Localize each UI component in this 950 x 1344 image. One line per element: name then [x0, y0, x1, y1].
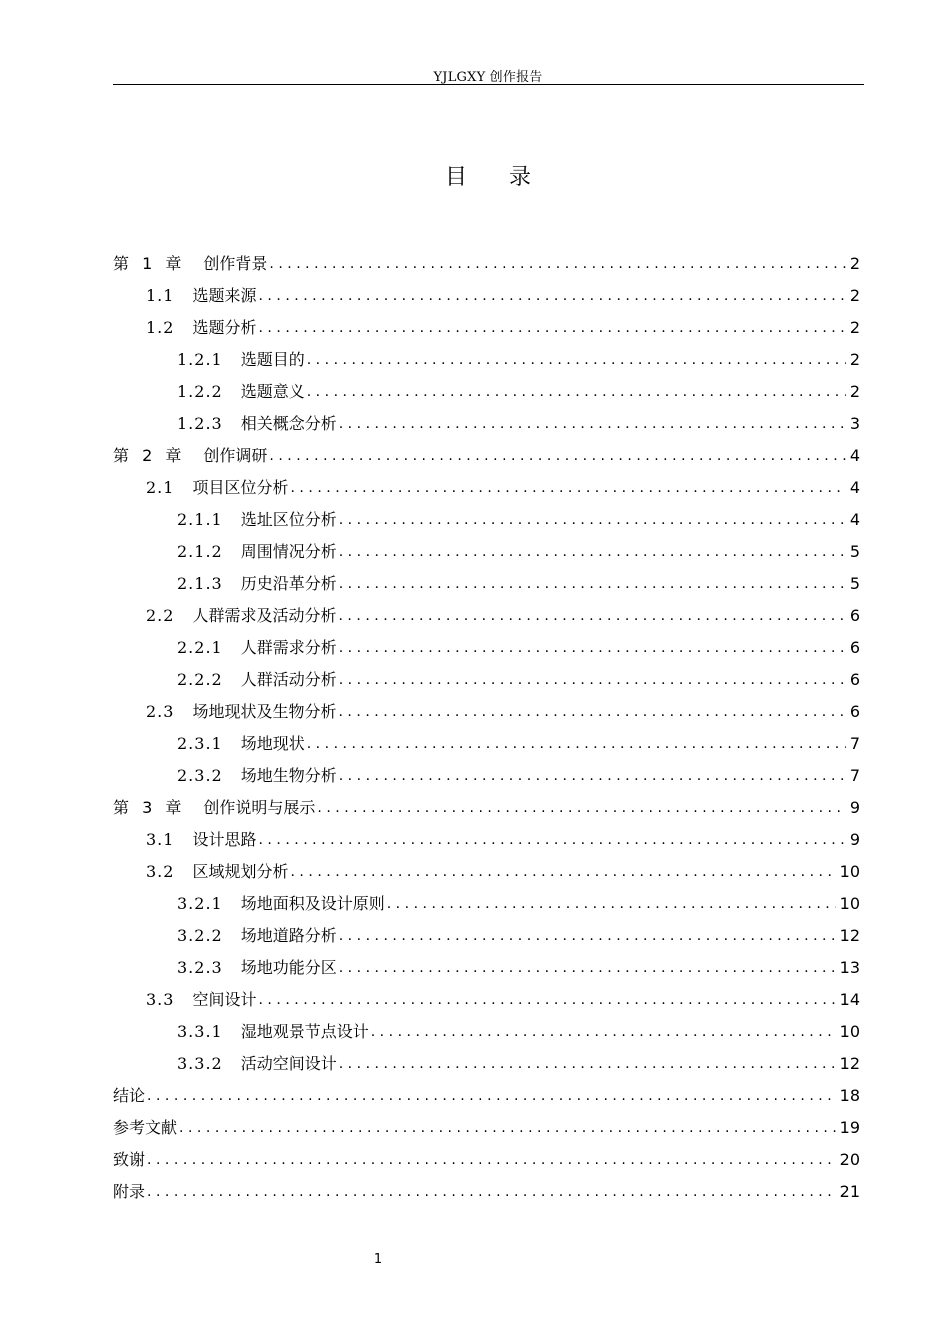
toc-entry-number: 1.2	[146, 318, 175, 337]
toc-entry-label: 场地生物分析	[240, 766, 337, 785]
toc-entry[interactable]	[113, 408, 860, 440]
toc-entry-page: 2	[849, 318, 860, 337]
toc-leader-dots	[147, 1080, 836, 1112]
toc-entry-page: 4	[849, 446, 860, 465]
toc-entry-number: 2.2.1	[177, 638, 223, 657]
toc-entry-page: 2	[849, 382, 860, 401]
toc-entry[interactable]	[113, 760, 860, 792]
toc-leader-dots	[307, 344, 846, 376]
toc-entry-page: 12	[839, 926, 860, 945]
toc-entry-label: 结论	[113, 1086, 146, 1105]
toc-entry[interactable]	[113, 504, 860, 536]
toc-entry-number: 1.2.2	[177, 382, 223, 401]
toc-entry-number: 2.3.1	[177, 734, 223, 753]
toc-entry-label: 创作调研	[203, 446, 268, 465]
toc-entry-number: 3.2	[146, 862, 175, 881]
toc-entry-label: 致谢	[113, 1150, 146, 1169]
toc-entry[interactable]	[113, 536, 860, 568]
toc-entry-label: 人群活动分析	[240, 670, 337, 689]
toc-entry-label: 场地现状及生物分析	[192, 702, 337, 721]
toc-entry-number: 2.2	[146, 606, 175, 625]
toc-entry[interactable]	[113, 1112, 860, 1144]
toc-entry-label: 空间设计	[192, 990, 257, 1009]
toc-entry[interactable]	[113, 376, 860, 408]
toc-leader-dots	[258, 824, 845, 856]
toc-leader-dots	[269, 248, 845, 280]
toc-entry-page: 9	[849, 830, 860, 849]
toc-entry-page: 10	[839, 862, 860, 881]
toc-leader-dots	[339, 568, 846, 600]
toc-entry-label: 选题分析	[192, 318, 257, 337]
toc-entry-number: 3.3.1	[177, 1022, 223, 1041]
toc-entry-page: 13	[839, 958, 860, 977]
toc-entry-page: 6	[849, 606, 860, 625]
toc-leader-dots	[387, 888, 836, 920]
toc-leader-dots	[338, 696, 845, 728]
toc-entry[interactable]	[113, 248, 860, 280]
toc-leader-dots	[290, 856, 835, 888]
toc-entry-page: 10	[839, 894, 860, 913]
toc-entry[interactable]	[113, 1080, 860, 1112]
toc-leader-dots	[339, 408, 846, 440]
toc-leader-dots	[339, 664, 846, 696]
toc-entry-page: 7	[849, 766, 860, 785]
toc-entry[interactable]	[113, 792, 860, 824]
toc-entry[interactable]	[113, 600, 860, 632]
toc-entry-number: 3.2.3	[177, 958, 223, 977]
toc-leader-dots	[258, 984, 835, 1016]
toc-entry-page: 20	[839, 1150, 860, 1169]
toc-entry-label: 湿地观景节点设计	[240, 1022, 369, 1041]
toc-entry-label: 活动空间设计	[240, 1054, 337, 1073]
toc-entry[interactable]	[113, 632, 860, 664]
toc-title-char-1: 目	[444, 165, 509, 190]
toc-entry[interactable]	[113, 824, 860, 856]
toc-entry[interactable]	[113, 472, 860, 504]
toc-entry-number: 3.3.2	[177, 1054, 223, 1073]
toc-leader-dots	[339, 536, 846, 568]
toc-leader-dots	[147, 1176, 836, 1208]
toc-leader-dots	[258, 312, 845, 344]
page-number: 1	[373, 1252, 383, 1267]
toc-leader-dots	[269, 440, 845, 472]
toc-entry-page: 5	[849, 574, 860, 593]
toc-entry-page: 2	[849, 286, 860, 305]
toc-entry[interactable]	[113, 312, 860, 344]
toc-entry-page: 6	[849, 702, 860, 721]
toc-entry-number: 1.2.1	[177, 350, 223, 369]
toc-entry-page: 10	[839, 1022, 860, 1041]
toc-entry-label: 场地道路分析	[240, 926, 337, 945]
toc-entry[interactable]	[113, 728, 860, 760]
toc-entry[interactable]	[113, 440, 860, 472]
toc-entry-page: 9	[849, 798, 860, 817]
toc-entry-label: 历史沿革分析	[240, 574, 337, 593]
toc-entry-page: 7	[849, 734, 860, 753]
toc-entry-number: 3.2.1	[177, 894, 223, 913]
toc-entry-label: 场地功能分区	[240, 958, 337, 977]
toc-entry-number: 3.2.2	[177, 926, 223, 945]
toc-entry-number: 2.3.2	[177, 766, 223, 785]
toc-entry-number: 3.3	[146, 990, 175, 1009]
toc-entry-label: 相关概念分析	[240, 414, 337, 433]
toc-entry-label: 场地面积及设计原则	[240, 894, 385, 913]
toc-entry-page: 5	[849, 542, 860, 561]
toc-entry-number: 2.1.1	[177, 510, 223, 529]
toc-entry-number: 3.1	[146, 830, 175, 849]
toc-leader-dots	[339, 760, 846, 792]
toc-entry-page: 18	[839, 1086, 860, 1105]
toc-entry-number: 第 1 章	[113, 254, 186, 273]
toc-entry[interactable]	[113, 1048, 860, 1080]
toc-entry-page: 21	[839, 1182, 860, 1201]
toc-leader-dots	[339, 920, 836, 952]
toc-entry-label: 选题意义	[240, 382, 305, 401]
toc-leader-dots	[338, 600, 845, 632]
toc-title	[0, 160, 950, 191]
toc-entry-page: 6	[849, 670, 860, 689]
toc-leader-dots	[371, 1016, 836, 1048]
toc-entry-number: 2.1	[146, 478, 175, 497]
toc-leader-dots	[307, 376, 846, 408]
toc-entry[interactable]	[113, 920, 860, 952]
toc-entry-label: 场地现状	[240, 734, 305, 753]
page-header: YJLGXY 创作报告	[433, 70, 543, 85]
toc-entry[interactable]	[113, 664, 860, 696]
toc-leader-dots	[307, 728, 846, 760]
toc-entry-page: 3	[849, 414, 860, 433]
toc-entry-number: 2.1.3	[177, 574, 223, 593]
toc-entry-label: 选题目的	[240, 350, 305, 369]
toc-entry-number: 第 3 章	[113, 798, 186, 817]
toc-entry-number: 1.1	[146, 286, 175, 305]
toc-entry-page: 4	[849, 478, 860, 497]
toc-entry[interactable]	[113, 344, 860, 376]
toc-entry[interactable]	[113, 568, 860, 600]
toc-leader-dots	[339, 632, 846, 664]
toc-entry-label: 选题来源	[192, 286, 257, 305]
toc-entry-page: 2	[849, 350, 860, 369]
toc-leader-dots	[339, 952, 836, 984]
toc-entry[interactable]	[113, 1144, 860, 1176]
toc-entry-label: 参考文献	[113, 1118, 178, 1137]
toc-entry-page: 19	[839, 1118, 860, 1137]
toc-leader-dots	[179, 1112, 836, 1144]
toc-entry[interactable]	[113, 1016, 860, 1048]
toc-entry-label: 创作说明与展示	[203, 798, 316, 817]
toc-entry[interactable]	[113, 696, 860, 728]
toc-leader-dots	[339, 1048, 836, 1080]
toc-title-char-2: 录	[509, 165, 574, 190]
toc-leader-dots	[317, 792, 845, 824]
toc-entry-number: 2.2.2	[177, 670, 223, 689]
toc-entry[interactable]	[113, 984, 860, 1016]
table-of-contents	[113, 248, 860, 1208]
toc-entry-label: 选址区位分析	[240, 510, 337, 529]
toc-entry-number: 第 2 章	[113, 446, 186, 465]
toc-entry[interactable]	[113, 888, 860, 920]
toc-entry-number: 1.2.3	[177, 414, 223, 433]
toc-entry[interactable]	[113, 280, 860, 312]
toc-entry[interactable]	[113, 1176, 860, 1208]
toc-entry-label: 创作背景	[203, 254, 268, 273]
toc-entry-label: 周围情况分析	[240, 542, 337, 561]
toc-leader-dots	[339, 504, 846, 536]
toc-leader-dots	[290, 472, 845, 504]
toc-entry-label: 设计思路	[192, 830, 257, 849]
toc-entry-page: 14	[839, 990, 860, 1009]
toc-entry-label: 人群需求分析	[240, 638, 337, 657]
toc-entry-page: 2	[849, 254, 860, 273]
toc-entry-label: 区域规划分析	[192, 862, 289, 881]
toc-entry[interactable]	[113, 856, 860, 888]
toc-entry-label: 附录	[113, 1182, 146, 1201]
toc-leader-dots	[258, 280, 845, 312]
toc-entry-number: 2.1.2	[177, 542, 223, 561]
toc-entry-page: 4	[849, 510, 860, 529]
toc-entry[interactable]	[113, 952, 860, 984]
toc-entry-number: 2.3	[146, 702, 175, 721]
toc-entry-label: 项目区位分析	[192, 478, 289, 497]
header-rule	[113, 84, 864, 85]
toc-entry-page: 12	[839, 1054, 860, 1073]
toc-entry-page: 6	[849, 638, 860, 657]
toc-leader-dots	[147, 1144, 836, 1176]
toc-entry-label: 人群需求及活动分析	[192, 606, 337, 625]
